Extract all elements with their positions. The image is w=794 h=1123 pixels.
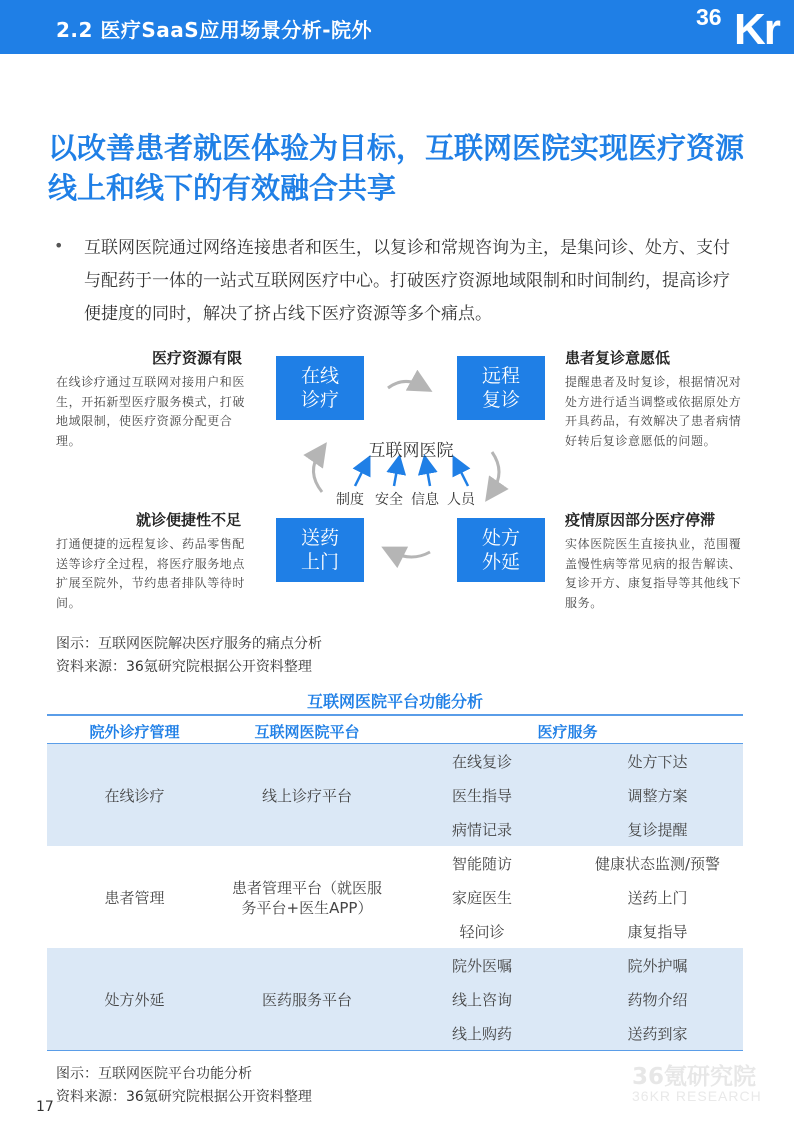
function-table [47,714,743,1050]
row-service: 线上咨询 [451,991,512,1009]
table-bottom-rule [47,1050,743,1051]
row-platform: 医药服务平台 [261,991,352,1009]
table-title: 互联网医院平台功能分析 [306,692,483,711]
blue-arrow-4 [457,464,468,486]
logo-letters: Kr [734,5,779,54]
logo-number: 36 [696,4,722,30]
cycle-arrow-bottom [392,552,430,557]
row-service: 医生指导 [451,787,512,805]
row-service: 康复指导 [627,923,688,941]
blue-arrow-2 [394,464,398,486]
center-label: 互联网医院 [368,441,454,461]
pain-title-bottom-right: 疫情原因部分医疗停滞 [565,511,716,529]
row-service: 院外护嘱 [627,957,688,975]
box-drug-delivery: 送药上门 [276,518,364,582]
section-title: 2.2 医疗SaaS应用场景分析-院外 [56,18,372,42]
row-service: 在线复诊 [451,753,512,771]
box-online-consultation: 在线诊疗 [276,356,364,420]
center-word-personnel: 人员 [447,492,475,508]
row-service: 处方下达 [627,753,688,771]
table-header-platform: 互联网医院平台 [254,723,360,741]
table-row [47,948,743,1050]
center-word-system: 制度 [336,492,364,508]
center-word-information: 信息 [411,492,439,508]
pain-title-top-left: 医疗资源有限 [152,349,243,367]
table-header-services: 医疗服务 [537,723,598,741]
table-source: 资料来源：36氪研究院根据公开资料整理 [56,1089,312,1105]
box-remote-revisit: 远程复诊 [457,356,545,420]
row-service: 病情记录 [451,821,512,839]
pain-desc-bottom-left: 打通便捷的远程复诊、药品零售配送等诊疗全过程，将医疗服务地点扩展至院外，节约患者排队等待时间。 [56,537,246,610]
table-header-row [47,714,743,744]
table-row [47,846,743,948]
row-service: 送药到家 [627,1025,688,1043]
table-caption: 图示：互联网医院平台功能分析 [56,1066,252,1082]
box-prescription-extension: 处方外延 [457,518,545,582]
bullet-paragraph: 互联网医院通过网络连接患者和医生，以复诊和常规咨询为主，是集问诊、处方、支付与配药于一体的一站式互联网医疗中心。打破医疗资源地域限制和时间制约，提高诊疗便捷度的同时，解决了挤占线下医疗资源等多个痛点。 [84,238,730,324]
row-category: 处方外延 [104,991,165,1009]
table-row [47,744,743,846]
row-service: 药物介绍 [627,991,688,1009]
cycle-arrow-top [388,381,422,388]
pain-desc-top-left: 在线诊疗通过互联网对接用户和医生，开拓新型医疗服务模式，打破地域限制，使医疗资源分配更合理。 [56,375,246,448]
cycle-arrow-left [313,452,322,492]
bullet-dot-icon: • [54,236,64,255]
36kr-logo [692,2,788,52]
watermark-cn: 36氪研究院 [632,1064,757,1090]
row-service: 调整方案 [627,787,688,805]
header-bar [0,0,794,54]
row-service: 轻问诊 [459,923,505,941]
watermark-en: 36KR RESEARCH [632,1088,762,1104]
blue-arrow-1 [355,464,366,486]
diagram-caption: 图示：互联网医院解决医疗服务的痛点分析 [56,636,322,652]
row-service: 送药上门 [627,889,688,907]
row-service: 家庭医生 [451,889,512,907]
table-header-management: 院外诊疗管理 [89,723,180,741]
pain-desc-top-right: 提醒患者及时复诊，根据情况对处方进行适当调整或依据原处方开具药品，有效解决了患者病情好转后复诊意愿低的问题。 [565,375,742,448]
diagram-source: 资料来源：36氪研究院根据公开资料整理 [56,659,312,675]
row-category: 患者管理 [104,889,165,907]
cycle-arrow-right [492,452,499,492]
row-service: 院外医嘱 [451,957,512,975]
center-word-security: 安全 [375,492,403,508]
pain-title-top-right: 患者复诊意愿低 [565,349,671,367]
pain-title-bottom-left: 就诊便捷性不足 [136,511,242,529]
row-service: 健康状态监测/预警 [594,855,721,873]
row-service: 智能随访 [451,855,512,873]
page-number: 17 [36,1099,54,1115]
blue-arrow-3 [426,464,430,486]
page-headline: 以改善患者就医体验为目标，互联网医院实现医疗资源线上和线下的有效融合共享 [48,131,745,205]
row-service: 线上购药 [451,1025,512,1043]
row-service: 复诊提醒 [627,821,688,839]
row-category: 在线诊疗 [104,787,165,805]
row-platform: 患者管理平台（就医服务平台+医生APP） [231,879,382,917]
pain-desc-bottom-right: 实体医院医生直接执业，范围覆盖慢性病等常见病的报告解读、复诊开方、康复指导等其他线下服务。 [565,537,742,610]
row-platform: 线上诊疗平台 [261,787,352,805]
